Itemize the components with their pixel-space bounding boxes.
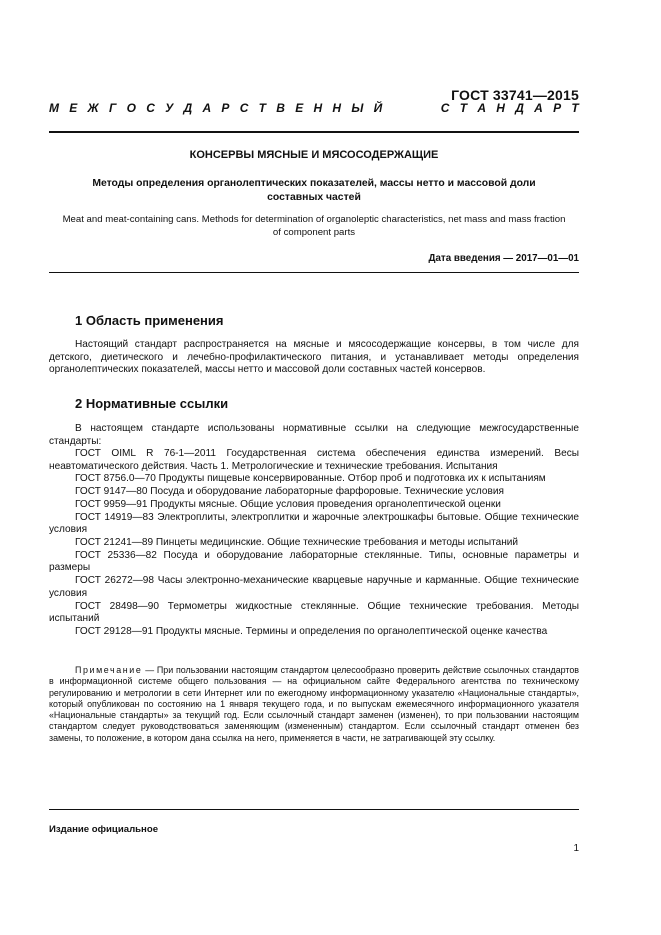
banner-letter: А	[477, 101, 486, 115]
banner-letter: Н	[496, 101, 505, 115]
section-1-heading: 1 Область применения	[75, 313, 224, 328]
official-edition-label: Издание официальное	[49, 824, 159, 835]
english-title-line: of component parts	[272, 227, 356, 238]
reference-item: ГОСТ 21241—89 Пинцеты медицинские. Общие технические требования и методы испытаний	[75, 537, 519, 549]
banner-letter: Р	[221, 101, 230, 115]
banner-letter: А	[202, 101, 212, 115]
banner-letter: Ж	[87, 101, 99, 115]
banner-letter: Т	[258, 101, 266, 115]
document-title: КОНСЕРВЫ МЯСНЫЕ И МЯСОСОДЕРЖАЩИЕ	[189, 149, 439, 161]
banner-letter: Е	[295, 101, 304, 115]
reference-item: ГОСТ 28498—90 Термометры жидкостные стеклянные. Общие технические требования. Методы испытаний	[49, 600, 579, 625]
banner-letter: Т	[571, 101, 579, 115]
banner-letter: О	[126, 101, 136, 115]
reference-item: ГОСТ 8756.0—70 Продукты пищевые консервированные. Отбор проб и подготовка их к испытаниям	[75, 473, 546, 485]
english-title	[49, 213, 579, 239]
references-note	[49, 665, 579, 744]
reference-item: ГОСТ OIML R 76-1—2011 Государственная система обеспечения единства измерений. Весы неавтоматического действия. Часть 1. Метрологические и технические требования. Испытания	[49, 448, 579, 472]
reference-item: ГОСТ 26272—98 Часы электронно-механические кварцевые наручные и карманные. Общие технические условия	[49, 575, 579, 599]
banner-letter: В	[276, 101, 285, 115]
date-divider	[49, 272, 579, 273]
banner-letter: С	[440, 101, 450, 115]
reference-item: ГОСТ 29128—91 Продукты мясные. Термины и определения по органолептической оценке качества	[75, 626, 548, 637]
page-number: 1	[573, 843, 579, 854]
banner-letter: Й	[373, 101, 383, 115]
banner-letter: Н	[313, 101, 323, 115]
subtitle-line: Методы определения органолептических показателей, массы нетто и массовой доли	[92, 178, 536, 189]
banner-letter: С	[239, 101, 249, 115]
section-1-text: Настоящий стандарт распространяется на мясные и мясосодержащие консервы, в том числе для детского, диетического и лечебно-профилактического питания, и устанавливает методы определения органолептических показателей, массы нетто и массовой доли составных частей консервов.	[49, 339, 579, 376]
banner-letter: Т	[459, 101, 468, 115]
header-divider	[49, 131, 579, 133]
banner-letter: Д	[183, 101, 193, 115]
reference-item: ГОСТ 14919—83 Электроплиты, электроплитки и жарочные электрошкафы бытовые. Общие технические условия	[49, 511, 579, 536]
document-subtitle	[49, 177, 579, 205]
subtitle-line: составных частей	[267, 192, 361, 203]
section-2-heading: 2 Нормативные ссылки	[75, 396, 229, 411]
section-2-intro: В настоящем стандарте использованы нормативные ссылки на следующие межгосударственные стандарты:	[49, 423, 579, 447]
banner-gap	[393, 101, 431, 115]
banner-letter: У	[165, 101, 174, 115]
normative-references-list	[49, 448, 579, 639]
introduction-date: Дата введения — 2017—01—01	[428, 253, 579, 264]
note-text: — При пользовании настоящим стандартом целесообразно проверить действие ссылочных стандартов в информационной системе общего пользования — на официальном сайте Федерального агентства по техническому регулированию и метрологии в сети Интернет или по ежегодному информационному указателю «Национальные стандарты», который опубликован по состоянию на 1 января текущего года, и по выпускам ежемесячного информационного указателя «Национальные стандарты» за текущий год. Если ссылочный стандарт заменен (изменен), то при пользовании настоящим стандартом следует руководствоваться заменяющим (измененным) стандартом. Если ссылочный стандарт отменен без замены, то положение, в котором дана ссылка на него, применяется в части, не затрагивающей эту ссылку.	[49, 665, 579, 743]
footer-divider	[49, 809, 579, 810]
banner-letter: Г	[108, 101, 117, 115]
banner-letter: Е	[69, 101, 78, 115]
english-title-line: Meat and meat-containing cans. Methods for determination of organoleptic characteristics, net mass and mass fraction	[62, 214, 566, 225]
banner-letter: С	[146, 101, 155, 115]
reference-item: ГОСТ 9959—91 Продукты мясные. Общие условия проведения органолептической оценки	[75, 498, 501, 510]
banner-letter: А	[534, 101, 543, 115]
banner-letter: Р	[553, 101, 562, 115]
banner-letter: М	[49, 101, 59, 115]
reference-item: ГОСТ 25336—82 Посуда и оборудование лабораторные стеклянные. Типы, основные параметры и размеры	[49, 549, 579, 574]
banner-letter: Д	[515, 101, 524, 115]
banner-letter: Ы	[351, 101, 364, 115]
document-code: ГОСТ 33741—2015	[451, 87, 579, 103]
standard-type-banner	[49, 101, 579, 115]
reference-item: ГОСТ 9147—80 Посуда и оборудование лабораторные фарфоровые. Технические условия	[75, 486, 504, 498]
note-label: Примечание	[75, 665, 143, 675]
banner-letter: Н	[332, 101, 342, 115]
